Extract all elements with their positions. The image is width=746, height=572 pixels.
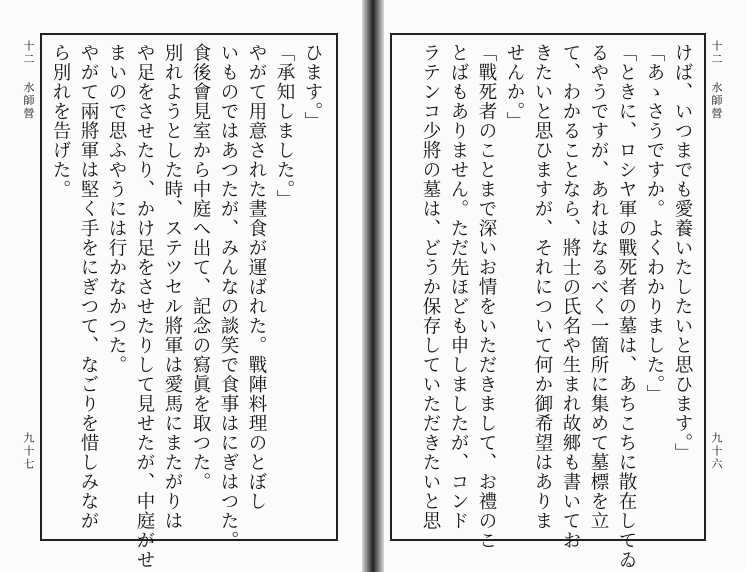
text-line: 別れようとした時、ステツセル將軍は愛馬にまたがりは — [162, 43, 183, 531]
right-page — [384, 0, 746, 572]
right-section-title: 水師營 — [710, 81, 723, 121]
text-line: ら別れを告げた。 — [50, 43, 71, 199]
left-text-frame — [40, 33, 338, 570]
left-page-number: 九十七 — [22, 432, 35, 471]
left-body-text — [50, 43, 326, 570]
left-page — [0, 0, 362, 572]
text-line: きたいと思ひますが、それについて何か御希望はありま — [532, 43, 553, 531]
book-gutter — [362, 0, 384, 572]
text-line: まいので思ふやうには行かなかつた。 — [106, 43, 127, 375]
right-page-number: 九十六 — [710, 432, 723, 471]
text-line: いものではあつたが、みんなの談笑で食事はにぎはつた。 — [218, 43, 239, 550]
left-section-title: 水師營 — [22, 81, 35, 121]
left-chapter-number: 十二 — [22, 40, 35, 66]
text-line: 食後會見室から中庭へ出て、記念の寫眞を取つた。 — [190, 43, 211, 492]
text-line: ひます。」 — [302, 43, 323, 132]
text-line: やがて用意された晝食が運ばれた。戰陣料理のとぼし — [246, 43, 267, 511]
text-line: 「あゝさうですか。よくわかりました。」 — [644, 43, 665, 405]
text-line: て、わかることなら、將士の氏名や生まれ故郷も書いてお — [560, 43, 581, 550]
right-chapter-number: 十二 — [710, 40, 723, 66]
text-line: 「承知しました。」 — [274, 43, 295, 210]
text-line: 「戰死者のことまで深いお情をいただきまして、お禮のこ — [476, 43, 497, 550]
text-line: せんか。」 — [504, 43, 525, 132]
text-line: けば、いつまでも愛養いたしたいと思ひます。」 — [672, 43, 693, 463]
right-text-frame — [390, 33, 706, 570]
right-body-text — [402, 43, 696, 570]
right-running-head — [710, 40, 722, 121]
text-line: や足をさせたり、かけ足をさせたりして見せたが、中庭がせ — [134, 43, 155, 570]
text-line: ラテンコ少將の墓は、どうか保存していただきたいと思 — [420, 43, 441, 531]
text-line: るやうですが、あれはなるべく一箇所に集めて墓標を立 — [588, 43, 609, 531]
text-line: 「ときに、ロシヤ軍の戰死者の墓は、あちこちに散在してゐ — [616, 43, 637, 570]
left-running-head — [22, 40, 34, 121]
text-line: やがて兩將軍は堅く手をにぎつて、なごりを惜しみなが — [78, 43, 99, 531]
text-line: とばもありません。ただ先ほども申しましたが、コンド — [448, 43, 469, 531]
